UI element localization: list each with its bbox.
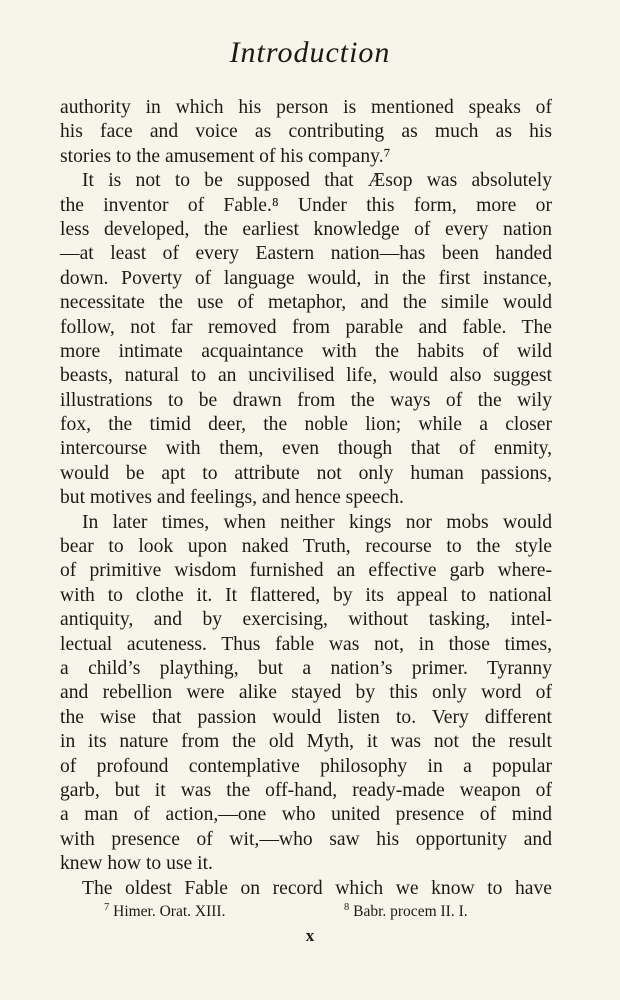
text-line: stories to the amusement of his company.⁷ bbox=[60, 145, 391, 167]
text-line: garb, but it was the off-hand, ready-made weapon of bbox=[60, 779, 552, 801]
text-line: antiquity, and by exercising, without tasking, intel- bbox=[60, 609, 552, 631]
text-line: with presence of wit,—who saw his opportunity and bbox=[60, 828, 552, 850]
text-line: in its nature from the old Myth, it was not the result bbox=[60, 731, 552, 753]
footnote-8 bbox=[344, 902, 468, 922]
text-line: but motives and feelings, and hence speech. bbox=[60, 487, 404, 509]
footnote-text: Babr. procem II. I. bbox=[353, 903, 468, 920]
page-number: x bbox=[305, 926, 315, 945]
body-text bbox=[60, 96, 552, 901]
text-line: and rebellion were alike stayed by this only word of bbox=[60, 682, 552, 704]
text-line: necessitate the use of metaphor, and the simile would bbox=[60, 292, 552, 314]
footnote-7 bbox=[104, 902, 225, 922]
text-line: the wise that passion would listen to. Very different bbox=[60, 706, 552, 728]
text-line: authority in which his person is mentioned speaks of bbox=[60, 97, 552, 118]
text-line: The oldest Fable on record which we know to have bbox=[82, 877, 552, 899]
text-line: follow, not far removed from parable and fable. The bbox=[60, 316, 552, 338]
text-line: his face and voice as contributing as much as his bbox=[60, 121, 552, 143]
text-line: intercourse with them, even though that of enmity, bbox=[60, 438, 552, 460]
text-line: of profound contemplative philosophy in a popular bbox=[60, 755, 552, 777]
text-line: It is not to be supposed that Æsop was absolutely bbox=[82, 170, 552, 192]
text-line: with to clothe it. It flattered, by its appeal to national bbox=[60, 584, 552, 606]
text-line: down. Poverty of language would, in the first instance, bbox=[60, 267, 552, 289]
text-line: the inventor of Fable.⁸ Under this form, more or bbox=[60, 194, 552, 216]
text-line: —at least of every Eastern nation—has been handed bbox=[60, 243, 552, 265]
text-line: illustrations to be drawn from the ways of the wily bbox=[60, 389, 552, 411]
text-line: less developed, the earliest knowledge of every nation bbox=[60, 218, 552, 240]
text-line: In later times, when neither kings nor mobs would bbox=[82, 511, 552, 533]
footnote-text: Himer. Orat. XIII. bbox=[113, 903, 226, 920]
text-line: bear to look upon naked Truth, recourse to the style bbox=[60, 536, 552, 558]
text-line: of primitive wisdom furnished an effective garb where- bbox=[60, 560, 552, 582]
text-line: more intimate acquaintance with the habits of wild bbox=[60, 340, 552, 362]
text-line: would be apt to attribute not only human passions, bbox=[60, 462, 552, 484]
text-line: lectual acuteness. Thus fable was not, in those times, bbox=[60, 633, 552, 655]
running-head: Introduction bbox=[229, 36, 391, 69]
footnote-marker: 7 bbox=[104, 901, 110, 913]
text-line: a man of action,—one who united presence of mind bbox=[60, 804, 552, 826]
text-line: beasts, natural to an uncivilised life, would also suggest bbox=[60, 365, 552, 387]
text-line: a child’s plaything, but a nation’s primer. Tyranny bbox=[60, 657, 552, 679]
footnote-marker: 8 bbox=[344, 901, 350, 913]
text-line: knew how to use it. bbox=[60, 853, 213, 875]
text-line: fox, the timid deer, the noble lion; while a closer bbox=[60, 414, 552, 436]
